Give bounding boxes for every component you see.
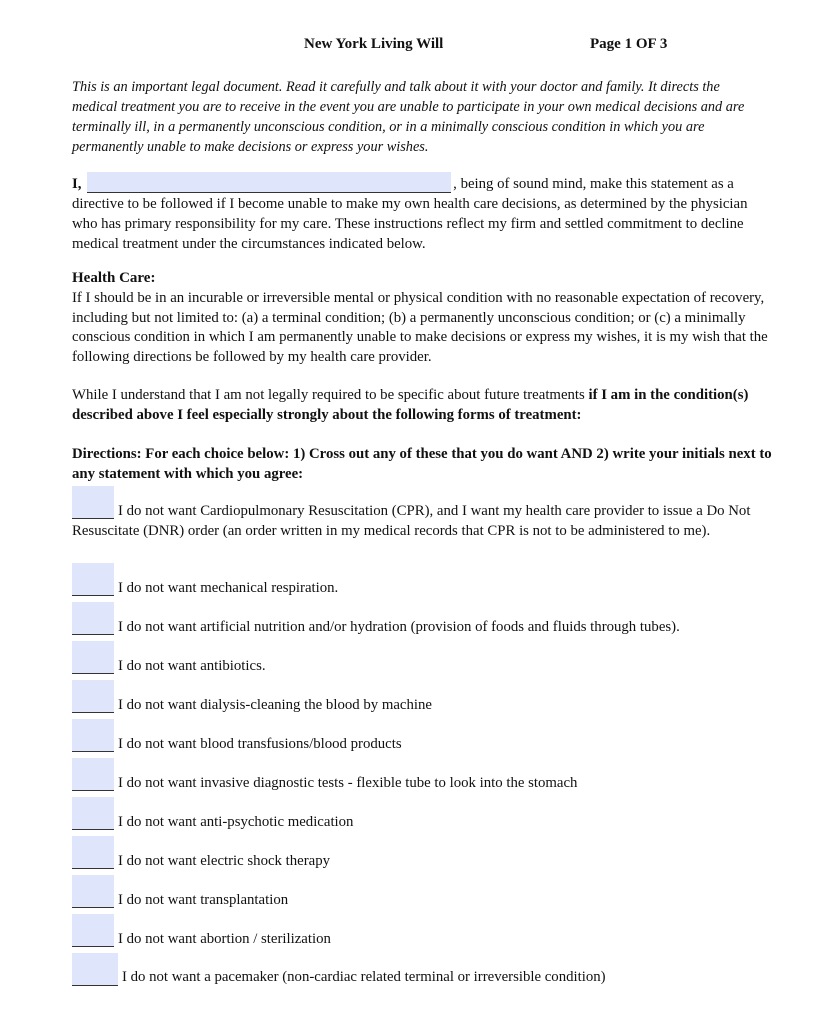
option-pacemaker: I do not want a pacemaker (non-cardiac related terminal or irreversible condition) bbox=[122, 969, 606, 985]
document-title: New York Living Will bbox=[304, 36, 444, 52]
initials-field-dialysis[interactable] bbox=[72, 680, 114, 713]
initials-field-blood-transfusions[interactable] bbox=[72, 719, 114, 752]
declaration-text: , being of sound mind, make this statement as a directive to be followed if I become unable to make my own health care decisions, as determined by the physician who has primary responsibility for my care. These instructions reflect my firm and settled commitment to decline medical treatment under the circumstances indicated below. bbox=[72, 176, 748, 252]
option-antibiotics: I do not want antibiotics. bbox=[118, 658, 266, 674]
declaration-lead: I, bbox=[72, 176, 82, 192]
option-blood-transfusions: I do not want blood transfusions/blood products bbox=[118, 736, 402, 752]
initials-field-electric-shock[interactable] bbox=[72, 836, 114, 869]
intro-paragraph: This is an important legal document. Read it carefully and talk about it with your doctor and family. It directs the medical treatment you are to receive in the event you are unable to participate in your own medical decisions and are terminally ill, in a permanently unconscious condition, or in a minimally conscious condition in which you are permanently unable to make decisions or express your wishes. bbox=[72, 79, 745, 155]
initials-field-abortion-sterilization[interactable] bbox=[72, 914, 114, 947]
initials-field-artificial-nutrition[interactable] bbox=[72, 602, 114, 635]
option-electric-shock: I do not want electric shock therapy bbox=[118, 853, 331, 869]
initials-field-transplantation[interactable] bbox=[72, 875, 114, 908]
health-care-paragraph: If I should be in an incurable or irreversible mental or physical condition with no reasonable expectation of recovery, including but not limited to: (a) a terminal condition; (b) a permanently unconscious condition; or (c) a minimally conscious condition in which I am permanently unable to make decisions or express my wishes, it is my wish that the following directions be followed by my health care provider. bbox=[72, 290, 768, 365]
health-care-heading: Health Care: bbox=[72, 270, 156, 286]
directions-paragraph: Directions: For each choice below: 1) Cross out any of these that you do want AND 2) write your initials next to any statement with which you agree: bbox=[72, 446, 772, 482]
initials-field-anti-psychotic[interactable] bbox=[72, 797, 114, 830]
name-input-field[interactable] bbox=[87, 172, 451, 193]
initials-field-antibiotics[interactable] bbox=[72, 641, 114, 674]
legal-note-text: While I understand that I am not legally required to be specific about future treatments bbox=[72, 387, 589, 403]
option-transplantation: I do not want transplantation bbox=[118, 892, 289, 908]
option-mechanical-respiration: I do not want mechanical respiration. bbox=[118, 580, 339, 596]
page-number: Page 1 OF 3 bbox=[590, 36, 668, 52]
option-cpr: I do not want Cardiopulmonary Resuscitation (CPR), and I want my health care provider to issue a Do Not Resuscitate (DNR) order (an order written in my medical records that CPR is not to be administered to me). bbox=[72, 503, 751, 539]
legal-note-bold: if I am in the condition(s) described above I feel especially strongly about the following forms of treatment: bbox=[72, 387, 749, 423]
initials-field-diagnostic-tests[interactable] bbox=[72, 758, 114, 791]
declaration-paragraph bbox=[72, 172, 768, 254]
legal-note-paragraph bbox=[72, 386, 782, 425]
option-diagnostic-tests: I do not want invasive diagnostic tests - flexible tube to look into the stomach bbox=[118, 775, 578, 791]
option-abortion-sterilization: I do not want abortion / sterilization bbox=[118, 931, 331, 947]
option-artificial-nutrition: I do not want artificial nutrition and/or hydration (provision of foods and fluids through tubes). bbox=[118, 619, 680, 635]
option-dialysis: I do not want dialysis-cleaning the blood by machine bbox=[118, 697, 432, 713]
initials-field-pacemaker[interactable] bbox=[72, 953, 118, 986]
option-anti-psychotic: I do not want anti-psychotic medication bbox=[118, 814, 354, 830]
initials-field-mechanical-respiration[interactable] bbox=[72, 563, 114, 596]
